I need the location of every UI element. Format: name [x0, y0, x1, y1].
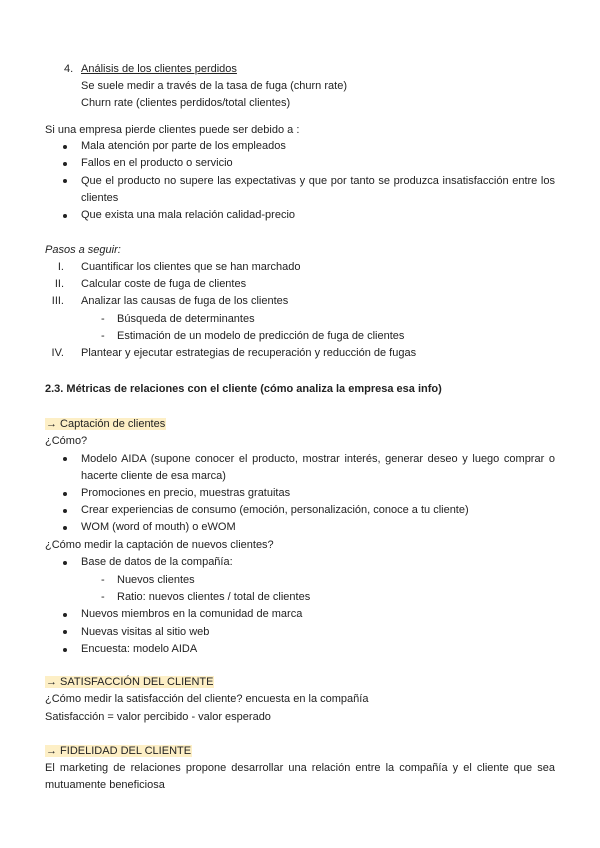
fidelidad-title	[45, 744, 192, 758]
bullet	[63, 492, 67, 496]
list-item: Que exista una mala relación calidad-precio	[81, 209, 296, 221]
dash: -	[101, 574, 105, 586]
list-item: Nuevos miembros en la comunidad de marca	[81, 608, 303, 620]
dash: -	[101, 591, 105, 603]
step-item: Plantear y ejecutar estrategias de recuperación y reducción de fugas	[81, 347, 417, 359]
list-item: Nuevas visitas al sitio web	[81, 626, 210, 638]
highlight: → FIDELIDAD DEL CLIENTE	[46, 745, 192, 757]
list-item: Que el producto no supere las expectativas y que por tanto se produzca insatisfacción entre los	[81, 175, 555, 187]
bullet	[63, 648, 67, 652]
bullet	[63, 162, 67, 166]
step-item: Cuantificar los clientes que se han marchado	[81, 261, 301, 273]
satisfaccion-formula: Satisfacción = valor percibido - valor esperado	[45, 711, 271, 723]
sub-item: Nuevos clientes	[117, 574, 195, 586]
churn-description: Se suele medir a través de la tasa de fuga (churn rate)	[81, 80, 347, 92]
section-number: 4.	[64, 63, 74, 75]
bullet	[63, 613, 67, 617]
bullet	[63, 561, 67, 565]
sub-item: Ratio: nuevos clientes / total de clientes	[117, 591, 311, 603]
steps-heading: Pasos a seguir:	[45, 244, 121, 256]
bullet	[63, 145, 67, 149]
list-item: Encuesta: modelo AIDA	[81, 643, 198, 655]
satisfaccion-title	[45, 675, 214, 689]
satisfaccion-line: ¿Cómo medir la satisfacción del cliente? encuesta en la compañía	[45, 693, 369, 705]
roman-numeral: I.	[57, 261, 64, 273]
captacion-question: ¿Cómo?	[45, 435, 88, 447]
sub-item: Búsqueda de determinantes	[117, 313, 255, 325]
bullet	[63, 179, 67, 183]
measure-question: ¿Cómo medir la captación de nuevos clientes?	[45, 539, 274, 551]
highlight: → Captación de clientes	[46, 418, 166, 430]
step-item: Analizar las causas de fuga de los clientes	[81, 295, 289, 307]
bullet	[63, 457, 67, 461]
loss-intro: Si una empresa pierde clientes puede ser debido a :	[45, 124, 300, 136]
list-item: Mala atención por parte de los empleados	[81, 140, 286, 152]
list-item-continuation: hacerte cliente de esa marca)	[81, 470, 226, 482]
sub-item: Estimación de un modelo de predicción de fuga de clientes	[117, 330, 405, 342]
roman-numeral: III.	[51, 295, 64, 307]
bullet	[63, 214, 67, 218]
step-item: Calcular coste de fuga de clientes	[81, 278, 247, 290]
roman-numeral: II.	[54, 278, 64, 290]
fidelidad-line: El marketing de relaciones propone desarrollar una relación entre la compañía y el cliente que sea	[45, 762, 555, 774]
roman-numeral: IV.	[51, 347, 64, 359]
list-item: Promociones en precio, muestras gratuitas	[81, 487, 291, 499]
list-item: Modelo AIDA (supone conocer el producto, mostrar interés, generar deseo y luego comprar o	[81, 453, 555, 465]
dash: -	[101, 313, 105, 325]
bullet	[63, 630, 67, 634]
bullet	[63, 526, 67, 530]
fidelidad-line: mutuamente beneficiosa	[45, 779, 165, 791]
list-item: Crear experiencias de consumo (emoción, personalización, conoce a tu cliente)	[81, 504, 469, 516]
list-item: Base de datos de la compañía:	[81, 556, 233, 568]
section-heading: 2.3. Métricas de relaciones con el cliente (cómo analiza la empresa esa info)	[45, 383, 442, 395]
highlight: → SATISFACCIÓN DEL CLIENTE	[46, 676, 214, 688]
list-item-continuation: clientes	[81, 192, 119, 204]
bullet	[63, 509, 67, 513]
section-title: Análisis de los clientes perdidos	[81, 63, 237, 75]
churn-formula: Churn rate (clientes perdidos/total clientes)	[81, 97, 291, 109]
list-item: WOM (word of mouth) o eWOM	[81, 521, 236, 533]
list-item: Fallos en el producto o servicio	[81, 157, 233, 169]
dash: -	[101, 330, 105, 342]
captacion-title	[45, 417, 166, 431]
